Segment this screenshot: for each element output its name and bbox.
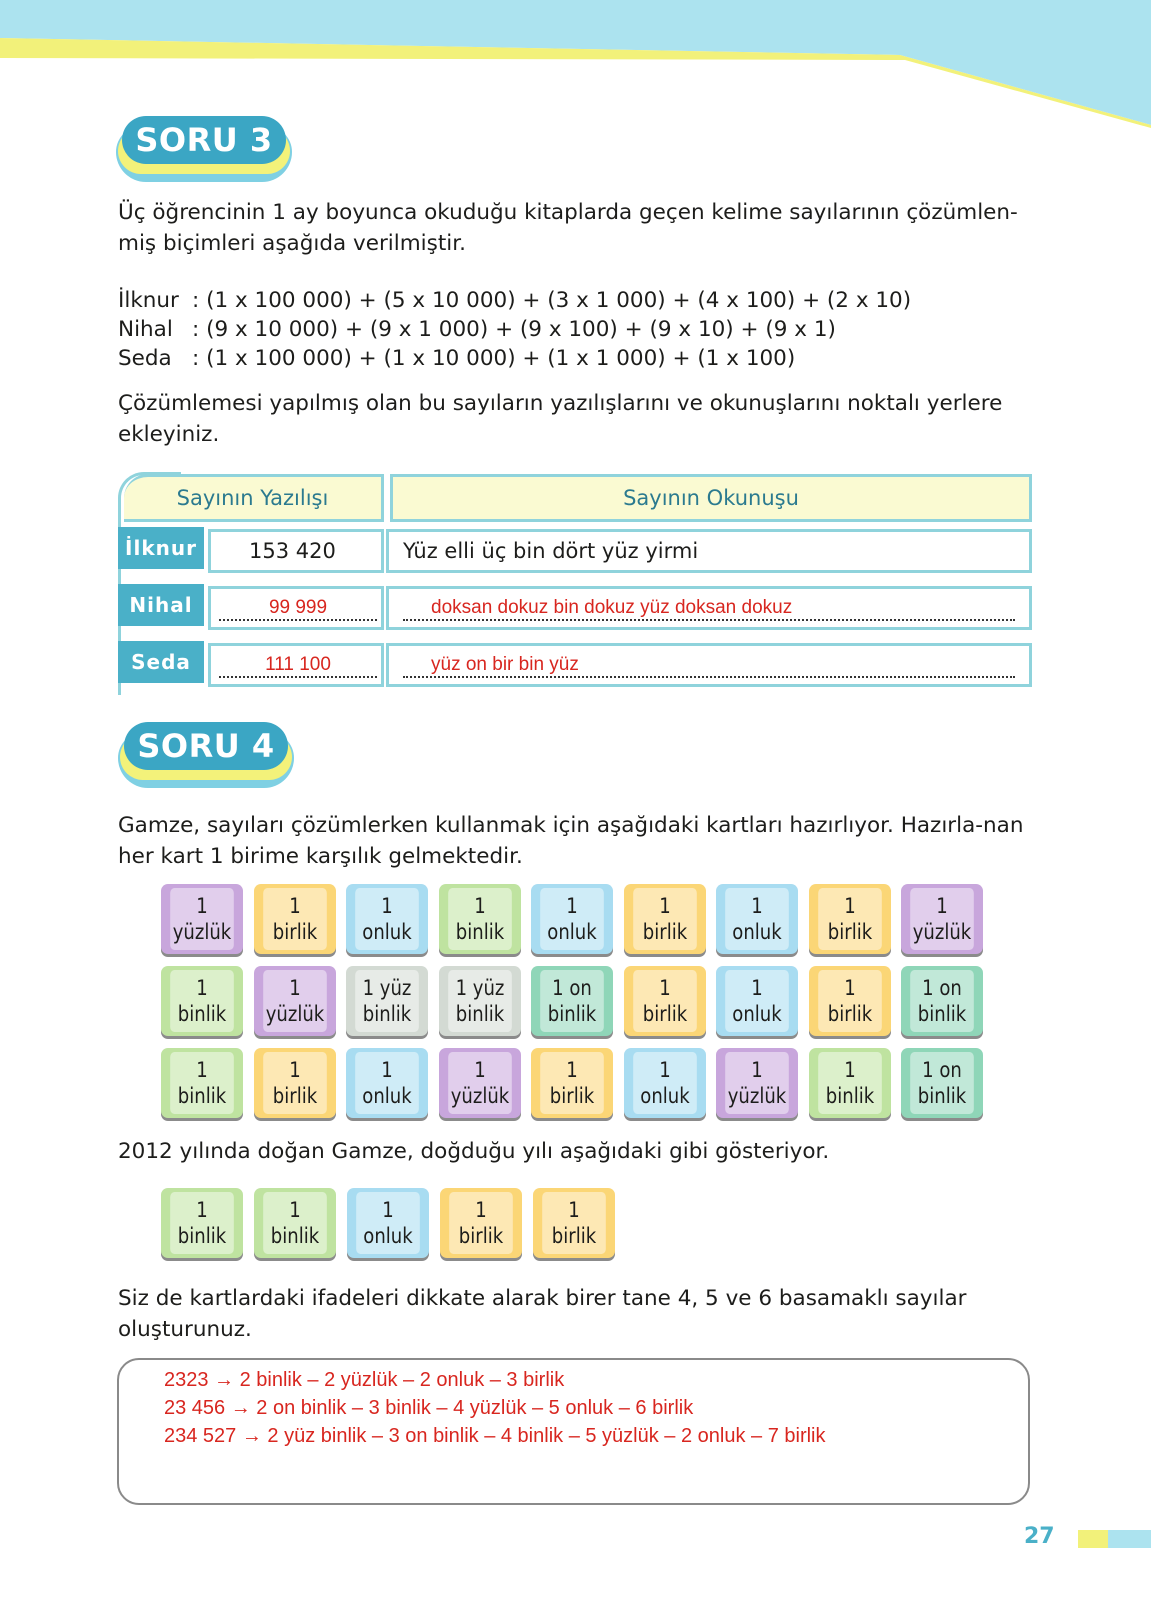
page-number: 27 — [1024, 1524, 1055, 1549]
card-place: onluk — [363, 1224, 413, 1248]
decomposition-name: Nihal — [118, 317, 173, 342]
card-count: 1 — [568, 1198, 580, 1222]
card-count: 1 — [843, 894, 856, 918]
card-place: onluk — [732, 920, 782, 944]
reading-ilknur: Yüz elli üç bin dört yüz yirmi — [386, 529, 1032, 573]
decomposition-nihal — [118, 315, 836, 345]
decomposition-expr: : (9 x 10 000) + (9 x 1 000) + (9 x 100) + (9 x 10) + (9 x 1) — [192, 317, 836, 342]
card-place: binlik — [917, 1002, 967, 1026]
footer-bar-yellow — [1078, 1530, 1108, 1548]
place-value-card — [439, 884, 521, 954]
reading-seda: yüz on bir bin yüz — [403, 654, 1015, 678]
reading-seda-cell — [386, 643, 1032, 687]
place-value-card — [901, 1048, 983, 1118]
card-place: birlik — [827, 920, 872, 944]
place-value-card — [809, 966, 891, 1036]
question-3-instruction: Çözümlemesi yapılmış olan bu sayıların yazılışlarını ve okunuşlarını noktalı yerlere ekleyiniz. — [118, 391, 1003, 447]
place-value-card — [346, 966, 428, 1036]
question-3-badge — [116, 116, 294, 182]
place-value-card — [531, 884, 613, 954]
reading-nihal-cell — [386, 586, 1032, 630]
card-place: birlik — [272, 920, 317, 944]
card-place: binlik — [177, 1224, 227, 1248]
answer-line: 2323 → 2 binlik – 2 yüzlük – 2 onluk – 3 birlik — [164, 1369, 565, 1391]
answer-line: 23 456 → 2 on binlik – 3 binlik – 4 yüzlük – 5 onluk – 6 birlik — [164, 1397, 694, 1419]
card-place: yüzlük — [172, 920, 232, 944]
card-count: 1 on — [922, 976, 962, 1000]
card-count: 1 — [473, 894, 486, 918]
card-place: binlik — [917, 1084, 967, 1108]
card-place: binlik — [455, 1002, 504, 1026]
card-count: 1 — [751, 976, 763, 1000]
card-place: yüzlük — [727, 1084, 787, 1108]
place-value-card — [901, 966, 983, 1036]
row-label-ilknur: İlknur — [118, 527, 204, 569]
card-count: 1 — [288, 976, 301, 1000]
place-value-card — [161, 884, 243, 954]
place-value-card — [716, 966, 798, 1036]
question-4-task: Siz de kartlardaki ifadeleri dikkate alarak birer tane 4, 5 ve 6 basamaklı sayılar oluşturunuz. — [118, 1286, 967, 1342]
card-count: 1 yüz — [362, 976, 412, 1000]
question-3-intro: Üç öğrencinin 1 ay boyunca okuduğu kitaplarda geçen kelime sayılarının çözümlen-miş biçimleri aşağıda verilmiştir. — [118, 200, 1018, 256]
place-value-card — [716, 1048, 798, 1118]
card-count: 1 — [566, 894, 578, 918]
card-count: 1 — [288, 1058, 301, 1082]
place-value-card — [346, 1048, 428, 1118]
card-count: 1 on — [552, 976, 592, 1000]
place-value-card — [531, 1048, 613, 1118]
card-place: onluk — [639, 1084, 690, 1108]
place-value-card — [254, 966, 336, 1036]
place-value-card — [716, 884, 798, 954]
card-place: birlik — [458, 1224, 504, 1248]
card-count: 1 — [658, 976, 671, 1000]
card-count: 1 — [658, 1058, 671, 1082]
reading-nihal: doksan dokuz bin dokuz yüz doksan dokuz — [403, 597, 1015, 621]
card-count: 1 — [196, 894, 208, 918]
card-count: 1 — [566, 1058, 578, 1082]
place-value-card — [439, 966, 521, 1036]
place-value-card — [624, 1048, 706, 1118]
place-value-card — [161, 1188, 243, 1258]
written-seda-cell — [208, 643, 384, 687]
card-count: 1 — [475, 1198, 487, 1222]
place-value-card — [809, 884, 891, 954]
place-value-card — [161, 966, 243, 1036]
decomposition-expr: : (1 x 100 000) + (1 x 10 000) + (1 x 1 000) + (1 x 100) — [192, 346, 796, 371]
card-place: birlik — [272, 1084, 317, 1108]
header-written: Sayının Yazılışı — [124, 474, 384, 522]
card-count: 1 — [473, 1058, 486, 1082]
card-count: 1 — [196, 976, 208, 1000]
card-place: birlik — [549, 1084, 595, 1108]
place-value-card — [901, 884, 983, 954]
card-count: 1 — [381, 1058, 393, 1082]
place-value-card — [624, 966, 706, 1036]
written-seda: 111 100 — [219, 654, 377, 678]
card-place: birlik — [827, 1002, 872, 1026]
decomposition-expr: : (1 x 100 000) + (5 x 10 000) + (3 x 1 000) + (4 x 100) + (2 x 10) — [192, 288, 912, 313]
place-value-card — [254, 1048, 336, 1118]
decomposition-seda — [118, 344, 795, 374]
card-place: onluk — [547, 920, 597, 944]
place-value-card — [347, 1188, 429, 1258]
card-count: 1 — [288, 894, 301, 918]
decomposition-name: İlknur — [118, 288, 179, 313]
card-count: 1 — [382, 1198, 394, 1222]
place-value-card — [254, 884, 336, 954]
written-ilknur: 153 420 — [208, 529, 384, 573]
card-place: birlik — [642, 1002, 687, 1026]
card-place: onluk — [732, 1002, 782, 1026]
row-label-seda: Seda — [118, 641, 204, 683]
card-place: binlik — [177, 1002, 227, 1026]
card-place: onluk — [362, 920, 412, 944]
card-count: 1 — [936, 894, 948, 918]
card-place: binlik — [362, 1002, 412, 1026]
card-place: binlik — [547, 1002, 597, 1026]
decomposition-ilknur — [118, 286, 911, 316]
place-value-card — [809, 1048, 891, 1118]
card-count: 1 — [843, 976, 856, 1000]
card-count: 1 yüz — [455, 976, 504, 1000]
card-place: binlik — [825, 1084, 874, 1108]
place-value-card — [254, 1188, 336, 1258]
place-value-card — [346, 884, 428, 954]
place-value-card — [440, 1188, 522, 1258]
card-count: 1 — [751, 1058, 763, 1082]
question-4-badge — [118, 722, 296, 788]
card-count: 1 — [658, 894, 671, 918]
place-value-card — [161, 1048, 243, 1118]
place-value-card — [439, 1048, 521, 1118]
card-count: 1 — [751, 894, 763, 918]
question-4-label: SORU 4 — [124, 722, 288, 770]
card-place: birlik — [642, 920, 687, 944]
row-label-nihal: Nihal — [118, 584, 204, 626]
card-place: yüzlük — [912, 920, 972, 944]
place-value-card — [624, 884, 706, 954]
card-place: binlik — [270, 1224, 320, 1248]
question-3-label: SORU 3 — [122, 116, 286, 164]
decomposition-name: Seda — [118, 346, 172, 371]
header-reading: Sayının Okunuşu — [390, 474, 1032, 522]
card-count: 1 — [289, 1198, 301, 1222]
place-value-card — [533, 1188, 615, 1258]
card-place: onluk — [362, 1084, 412, 1108]
top-decoration — [0, 0, 1151, 130]
place-value-card — [531, 966, 613, 1036]
card-count: 1 — [196, 1058, 208, 1082]
example-text: 2012 yılında doğan Gamze, doğduğu yılı aşağıdaki gibi gösteriyor. — [118, 1139, 830, 1164]
card-count: 1 — [381, 894, 393, 918]
answer-line: 234 527 → 2 yüz binlik – 3 on binlik – 4 binlik – 5 yüzlük – 2 onluk – 7 birlik — [164, 1425, 826, 1447]
card-count: 1 — [196, 1198, 208, 1222]
written-nihal-cell — [208, 586, 384, 630]
question-4-intro: Gamze, sayıları çözümlerken kullanmak için aşağıdaki kartları hazırlıyor. Hazırla-nan her kart 1 birime karşılık gelmektedir. — [118, 813, 1024, 869]
card-count: 1 on — [922, 1058, 962, 1082]
card-count: 1 — [843, 1058, 856, 1082]
card-place: yüzlük — [265, 1002, 324, 1026]
card-place: birlik — [551, 1224, 597, 1248]
card-place: binlik — [177, 1084, 227, 1108]
written-nihal: 99 999 — [219, 597, 377, 621]
footer-bar-blue — [1108, 1530, 1151, 1548]
card-place: yüzlük — [450, 1084, 509, 1108]
card-place: binlik — [455, 920, 504, 944]
